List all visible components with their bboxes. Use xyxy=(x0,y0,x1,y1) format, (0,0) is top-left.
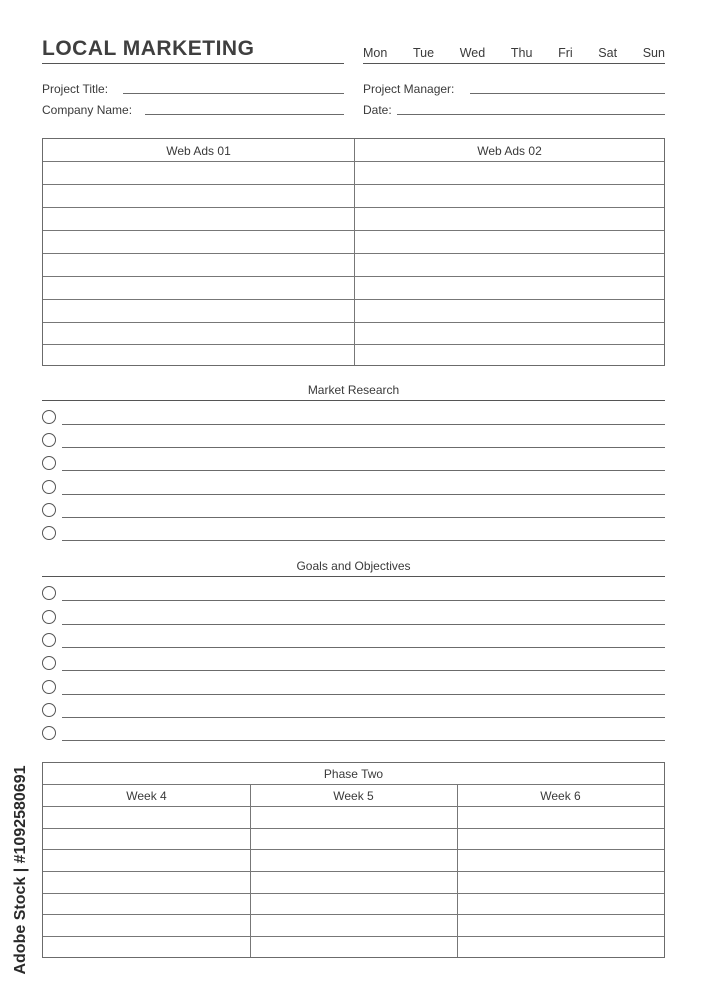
table-row[interactable] xyxy=(43,322,664,323)
day-thu[interactable]: Thu xyxy=(510,46,533,60)
phase-two-header-rule xyxy=(43,806,664,807)
list-item-line[interactable] xyxy=(62,670,665,671)
table-row[interactable] xyxy=(43,849,664,850)
date-label: Date: xyxy=(363,103,392,117)
checkbox[interactable] xyxy=(42,703,56,717)
checkbox[interactable] xyxy=(42,503,56,517)
web-ads-divider xyxy=(354,139,355,365)
company-name-label: Company Name: xyxy=(42,103,133,117)
web-ads-01-header: Web Ads 01 xyxy=(166,144,231,158)
week-5-header: Week 5 xyxy=(333,789,374,803)
table-row[interactable] xyxy=(43,893,664,894)
weekday-row xyxy=(363,46,665,60)
project-manager-label: Project Manager: xyxy=(363,82,455,96)
phase-two-title-rule xyxy=(43,784,664,785)
list-item-line[interactable] xyxy=(62,540,665,541)
market-research-rule xyxy=(42,400,665,401)
stock-watermark xyxy=(10,755,32,985)
table-row[interactable] xyxy=(43,871,664,872)
day-mon[interactable]: Mon xyxy=(363,46,388,60)
company-name-field[interactable] xyxy=(145,114,344,115)
checkbox[interactable] xyxy=(42,456,56,470)
list-item-line[interactable] xyxy=(62,470,665,471)
list-item-line[interactable] xyxy=(62,447,665,448)
checkbox[interactable] xyxy=(42,633,56,647)
phase-two-title: Phase Two xyxy=(323,767,384,781)
day-tue[interactable]: Tue xyxy=(412,46,435,60)
list-item-line[interactable] xyxy=(62,494,665,495)
page-title: LOCAL MARKETING xyxy=(42,37,255,60)
week-6-header: Week 6 xyxy=(540,789,581,803)
table-row[interactable] xyxy=(43,253,664,254)
table-row[interactable] xyxy=(43,936,664,937)
table-row[interactable] xyxy=(43,184,664,185)
checkbox[interactable] xyxy=(42,433,56,447)
week-4-header: Week 4 xyxy=(126,789,167,803)
table-row[interactable] xyxy=(43,344,664,345)
checkbox[interactable] xyxy=(42,410,56,424)
list-item-line[interactable] xyxy=(62,717,665,718)
list-item-line[interactable] xyxy=(62,517,665,518)
web-ads-header-rule xyxy=(43,161,664,162)
table-row[interactable] xyxy=(43,828,664,829)
project-manager-field[interactable] xyxy=(470,93,665,94)
table-row[interactable] xyxy=(43,914,664,915)
day-sat[interactable]: Sat xyxy=(598,46,618,60)
day-sun[interactable]: Sun xyxy=(642,46,665,60)
market-research-title: Market Research xyxy=(307,383,400,397)
day-fri[interactable]: Fri xyxy=(558,46,573,60)
project-title-field[interactable] xyxy=(123,93,344,94)
day-wed[interactable]: Wed xyxy=(459,46,486,60)
checkbox[interactable] xyxy=(42,526,56,540)
project-title-label: Project Title: xyxy=(42,82,109,96)
checkbox[interactable] xyxy=(42,586,56,600)
list-item-line[interactable] xyxy=(62,694,665,695)
goals-title: Goals and Objectives xyxy=(296,559,411,573)
checkbox[interactable] xyxy=(42,680,56,694)
date-field[interactable] xyxy=(397,114,665,115)
table-row[interactable] xyxy=(43,276,664,277)
list-item-line[interactable] xyxy=(62,600,665,601)
checkbox[interactable] xyxy=(42,656,56,670)
goals-rule xyxy=(42,576,665,577)
title-underline xyxy=(42,63,344,64)
checkbox[interactable] xyxy=(42,480,56,494)
list-item-line[interactable] xyxy=(62,624,665,625)
checkbox[interactable] xyxy=(42,610,56,624)
list-item-line[interactable] xyxy=(62,647,665,648)
list-item-line[interactable] xyxy=(62,740,665,741)
phase-two-table xyxy=(42,762,665,958)
web-ads-table xyxy=(42,138,665,366)
list-item-line[interactable] xyxy=(62,424,665,425)
checkbox[interactable] xyxy=(42,726,56,740)
table-row[interactable] xyxy=(43,299,664,300)
stock-watermark-text: Adobe Stock | #1092580691 xyxy=(12,765,29,975)
table-row[interactable] xyxy=(43,207,664,208)
web-ads-02-header: Web Ads 02 xyxy=(477,144,542,158)
table-row[interactable] xyxy=(43,230,664,231)
weekday-underline xyxy=(363,63,665,64)
